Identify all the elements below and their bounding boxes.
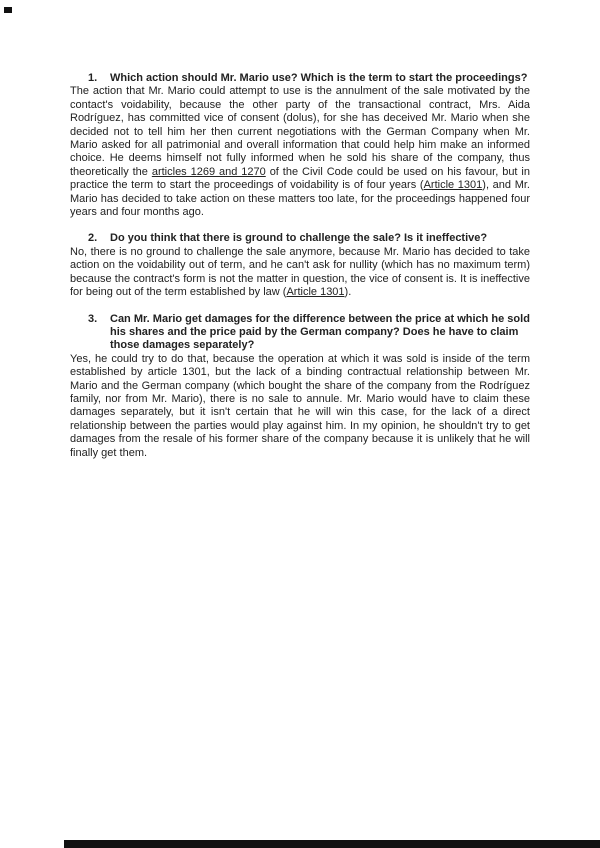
question-number: 3.	[88, 312, 98, 325]
question-text: Do you think that there is ground to challenge the sale? Is it ineffective?	[110, 232, 488, 245]
question-heading-3	[88, 313, 530, 353]
answer-text: No, there is no ground to challenge the sale anymore, because Mr. Mario has decided to take action on the voidability out of term, and he can't ask for nullity (which has no maximum term) because the contract's form is not the matter in question, the vice of consent is. It is ineffective for being out of the term established by law (	[70, 245, 530, 299]
answer-text: of the Civil Code could be used on his favour, but in practice the term to start the proceedings of voidability is of four years (	[70, 165, 530, 192]
answer-text: ), and Mr. Mario has decided to take action on these matters too late, for the proceedings happened four years and four months ago.	[70, 179, 530, 219]
answer-paragraph-3	[70, 353, 530, 460]
question-heading-1	[88, 72, 530, 85]
article-reference: articles 1269 and 1270	[151, 165, 266, 178]
top-left-mark	[4, 7, 12, 13]
article-reference: Article 1301	[423, 179, 483, 192]
answer-text: ).	[344, 286, 352, 299]
answer-paragraph-2	[70, 246, 530, 300]
question-number: 2.	[88, 232, 98, 245]
question-text: Which action should Mr. Mario use? Which is the term to start the proceedings?	[110, 72, 528, 84]
answer-paragraph-1	[70, 85, 530, 219]
article-reference: Article 1301	[286, 286, 345, 299]
answer-text: The action that Mr. Mario could attempt to use is the annulment of the sale motivated by the contact's voidability, because the other party of the transactional contract, Mrs. Aida Rodríguez, has committed vice of consent (dolus), for she has deceived Mr. Mario when she decided not to tell him her then current negotiations with the German Company when Mr. Mario asked for all patrimonial and overall information that could help him make an informed choice. He deems himself not fully informed when he sold his share of the company, thus theoretically the	[70, 85, 530, 178]
question-text: Can Mr. Mario get damages for the difference between the price at which he sold his shares and the price paid by the German company? Does he have to claim those damages separately?	[110, 312, 530, 352]
answer-text: Yes, he could try to do that, because the operation at which it was sold is inside of the term established by article 1301, but the lack of a binding contractual relationship between Mr. Mario and the German company (which bought the share of the company from the Rodríguez family, nor from Mr. Mario), there is no sale to annule. Mr. Mario would have to claim these damages separately, but it isn't certain that he will win this case, for the lack of a direct relationship between the parties would play against him. In my opinion, he shouldn't try to get damages from the resale of his former share of the company because it is unlikely that he will finally get them.	[70, 352, 530, 459]
qa-section-1	[70, 72, 530, 219]
question-heading-2	[88, 232, 530, 245]
question-number: 1.	[88, 72, 98, 84]
qa-section-3	[70, 313, 530, 460]
qa-section-2	[70, 232, 530, 299]
bottom-edge-bar	[64, 840, 600, 848]
